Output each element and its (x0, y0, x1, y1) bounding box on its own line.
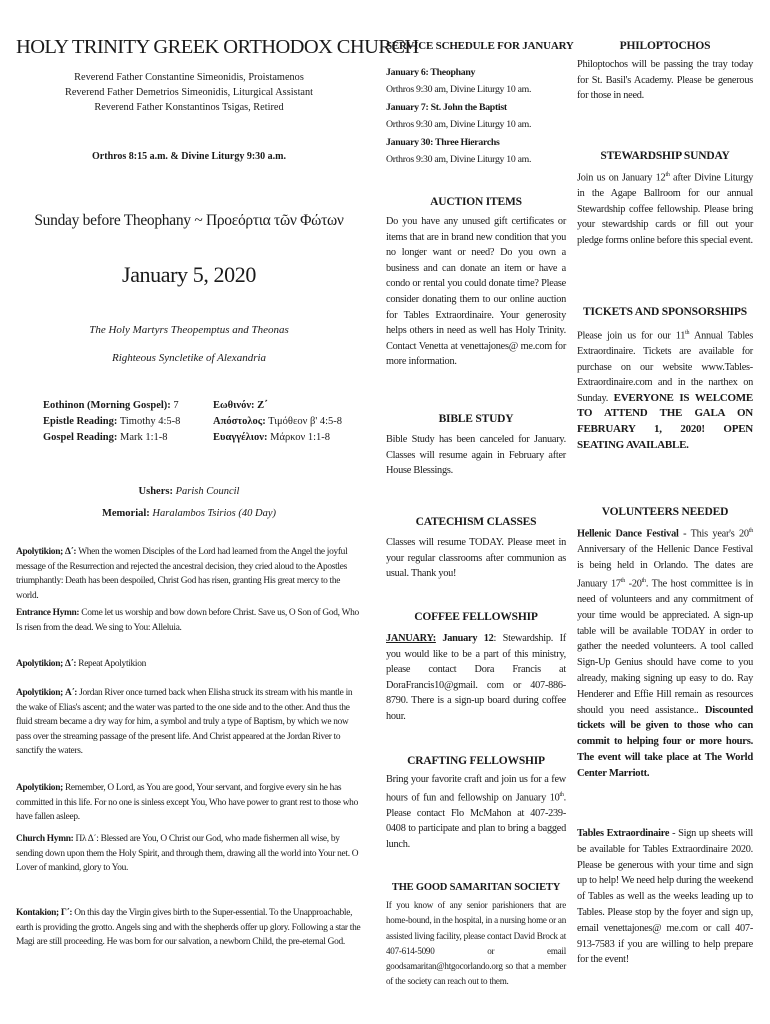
hymn-apolytikion-theophany (16, 686, 362, 759)
schedule-detail: Orthros 9:30 am, Divine Liturgy 10 am. (386, 154, 532, 166)
memorial-value: Haralambos Tsirios (40 Day) (149, 508, 277, 519)
saints-of-day (16, 316, 362, 372)
philoptochos-title: PHILOPTOCHOS (619, 40, 711, 52)
ushers (16, 486, 362, 497)
service-schedule-list (386, 64, 566, 168)
ushers-value: Parish Council (172, 486, 240, 497)
volunteers-tables-text (577, 826, 753, 968)
saint-line: Righteous Syncletike of Alexandria (111, 352, 267, 364)
stewardship-text (577, 168, 753, 248)
stewardship-body-b: after Divine Liturgy in the Agape Ballroom for our annual Stewardship coffee fellowship. Please bring your stewardship cards or fill out your pledge forms online before this special event. (577, 172, 754, 246)
hymn-text: Πλ Δ΄: Blessed are You, O Christ our God, who made fishermen all wise, by sending down upon them the Holy Spirit, and through them, drawing all the world into Your net. O Lover of mankind, glory to You. (16, 834, 359, 874)
memorial-label: Memorial: (101, 508, 150, 519)
coffee-month: JANUARY: (386, 633, 436, 644)
bible-study-title: BIBLE STUDY (438, 413, 514, 425)
hymn-text: Repeat Apolytikion (76, 659, 147, 669)
crafting-body-b: . Please contact Flo McMahon at 407-239-0408 to participate and plan to bring a bagged lunch. (386, 792, 566, 850)
hymn-label: Kontakion; Γ΄: (16, 908, 73, 918)
hymn-apolytikion-resurrection (16, 545, 362, 603)
tickets-title: TICKETS AND SPONSORSHIPS (583, 306, 747, 318)
crafting-text (386, 772, 566, 852)
festival-text-d: . The host committee is in need of volunteers and any commitment of your time would be appreciated. A sign-up table will be available TODAY in order to gather the needed volunteers. A tool called Sign-Up Genius should have come to you already, making signing up easy to do. Ray Henderer and Effie Hill remain as resources should you need assistance.. (577, 578, 753, 716)
festival-bold: Discounted tickets will be given to those who can commit to helping four or more hours. The event will take place at The World Center Marriott. (577, 704, 753, 779)
hymn-text: Jordan River once turned back when Elisha struck its stream with his mantle in the wake of Elias's ascent; and the water was parted to the one side and to the other. And thus the fluid stream became a dry way for him, a symbol and truly a type of Baptism, by which we now pass over the streaming passage of the present life. And Christ appeared at the Jordan River to sanctify the waters. (16, 688, 353, 757)
reading-row-eothinon (43, 398, 363, 414)
gospel-value: Mark 1:1-8 (117, 432, 168, 443)
hymn-text: Come let us worship and bow down before Christ. Save us, O Son of God, Who Is risen from the dead. We sing to You: Alleluia. (16, 608, 359, 633)
tickets-text (577, 326, 753, 453)
hymn-label: Apolytikion; Δ΄: (16, 547, 77, 557)
gospel-greek-value: Μάρκον 1:1-8 (267, 432, 331, 443)
tickets-announcement: EVERYONE IS WELCOME TO ATTEND THE GALA ON FEBRUARY 1, 2020! OPEN SEATING AVAILABLE. (577, 391, 753, 451)
philoptochos-text: Philoptochos will be passing the tray today for St. Basil's Academy. Please be generous for those in need. (577, 59, 753, 102)
eothinon-value: 7 (170, 400, 179, 411)
saint-line: The Holy Martyrs Theopemptus and Theonas (89, 324, 289, 336)
hymn-text: Remember, O Lord, as You are good, Your servant, and forgive every sin he has committed in this life. For no one is sinless except You, Who have power to grant rest to those who have fallen asleep. (16, 783, 358, 823)
hymn-label: Apolytikion; Α΄: (16, 688, 78, 698)
clergy-list (16, 70, 362, 115)
tickets-sup: th (685, 330, 690, 336)
samaritan-title: THE GOOD SAMARITAN SOCIETY (391, 882, 561, 893)
coffee-body: : Stewardship. If you would like to be a part of this ministry, please contact Dora Francis at DoraFrancis10@gmail. com or 407-886-8790. There is a sign-up board during coffee hour. (386, 633, 566, 722)
schedule-detail: Orthros 9:30 am, Divine Liturgy 10 am. (386, 119, 532, 131)
tickets-body-b: Annual Tables Extraordinaire. Tickets are available for purchase on our website www.Tables-Extraordinaire.com and in the narthex on Sunday. (577, 330, 754, 404)
hymn-text: When the women Disciples of the Lord had learned from the Angel the joyful message of the Resurrection and rejected the ancestral decision, they cried aloud to the Apostles triumphantly: Death has been despoiled, Christ God has risen, granting His great mercy to the world. (16, 547, 348, 601)
clergy-line: Reverend Father Demetrios Simeonidis, Liturgical Assistant (64, 87, 314, 98)
hymn-kontakion (16, 906, 362, 950)
service-times: Orthros 8:15 a.m. & Divine Liturgy 9:30 a.m. (92, 151, 286, 162)
tickets-body-a: Please join us for our 11 (577, 330, 686, 342)
stewardship-sup: th (665, 172, 670, 178)
crafting-sup: th (559, 791, 564, 798)
epistle-label: Epistle Reading: (43, 416, 118, 427)
schedule-date: January 7: St. John the Baptist (386, 101, 507, 113)
stewardship-body-a: Join us on January 12 (577, 172, 666, 184)
eothinon-greek: Εωθινόν: Ζ΄ (213, 400, 268, 411)
stewardship-title: STEWARDSHIP SUNDAY (600, 150, 730, 162)
crafting-title: CRAFTING FELLOWSHIP (407, 755, 545, 767)
hymn-label: Apolytikion; (16, 783, 63, 793)
festival-label: Hellenic Dance Festival - (577, 528, 687, 540)
samaritan-text: If you know of any senior parishioners that are home-bound, in the hospital, in a nursing home or an assisted living facility, please contact David Brock at 407-614-5090 or email goodsamaritan@htgocorlando.org so that a member of the society can reach out to them. (386, 900, 566, 987)
service-schedule-title: SERVICE SCHEDULE FOR JANUARY (386, 40, 574, 52)
coffee-title: COFFEE FELLOWSHIP (414, 611, 538, 623)
epistle-greek-value: Τιμόθεον β' 4:5-8 (265, 416, 343, 427)
festival-sup: th (620, 577, 625, 584)
reading-row-epistle (43, 414, 363, 430)
eothinon-label: Eothinon (Morning Gospel): (43, 400, 171, 411)
church-name: HOLY TRINITY GREEK ORTHODOX CHURCH (16, 36, 419, 58)
hymn-apolytikion-memorial (16, 781, 362, 825)
auction-title: AUCTION ITEMS (430, 196, 522, 208)
gospel-greek-label: Ευαγγέλιον: (213, 432, 268, 443)
hymn-label: Apolytikion; Δ΄: (16, 659, 77, 669)
feast-name: Sunday before Theophany ~ Προεόρτια τῶν Φώτων (34, 212, 344, 229)
volunteers-festival-text (577, 524, 753, 782)
volunteers-title: VOLUNTEERS NEEDED (601, 506, 729, 518)
bible-study-text: Bible Study has been canceled for January. Classes will resume again in February after House Blessings. (386, 434, 566, 477)
ushers-label: Ushers: (138, 486, 173, 497)
tables-text: - Sign up sheets will be available for Tables Extraordinaire 2020. Please be generous with your time and sign up to help! We need help during the weekend of Tables as well as the weeks leading up to Tables. Please stop by the foyer and sign up, email venettajones@ me.com or call 407-913-7583 if you are willing to help prepare for the event! (577, 828, 753, 966)
festival-sup: th (641, 577, 646, 584)
schedule-date: January 30: Three Hierarchs (386, 136, 500, 148)
crafting-body-a: Bring your favorite craft and join us for a few hours of fun and fellowship on January 10 (386, 774, 566, 804)
memorial (16, 508, 362, 519)
festival-text-a: This year's 20 (686, 528, 749, 540)
coffee-date: January 12 (435, 633, 494, 644)
reading-row-gospel (43, 430, 363, 446)
hymn-label: Church Hymn: (16, 834, 74, 844)
festival-sup: th (748, 528, 753, 534)
catechism-text: Classes will resume TODAY. Please meet in your regular classrooms after communion as usual. Thank you! (386, 537, 566, 580)
tables-label: Tables Extraordinaire (577, 828, 670, 839)
hymn-apolytikion-repeat (16, 657, 362, 672)
auction-text: Do you have any unused gift certificates or items that are in brand new condition that you no longer want or need? Do you own a business and can donate an item or have a condo or rental you could donate time? Please consider donating them to our online auction for Tables Extraordinaire. Your generosity helps others in need as well has Holy Trinity. Contact Venetta at venettajones@ me.com for more information. (386, 216, 566, 368)
catechism-title: CATECHISM CLASSES (415, 516, 537, 528)
epistle-value: Timothy 4:5-8 (117, 416, 181, 427)
coffee-text (386, 631, 566, 725)
readings-table (43, 398, 363, 446)
hymn-entrance (16, 606, 362, 635)
schedule-detail: Orthros 9:30 am, Divine Liturgy 10 am. (386, 84, 532, 96)
clergy-line: Reverend Father Constantine Simeonidis, Proistamenos (74, 72, 304, 83)
epistle-greek-label: Απόστολος: (213, 416, 266, 427)
gospel-label: Gospel Reading: (43, 432, 118, 443)
festival-text-c: -20 (624, 578, 642, 590)
clergy-line: Reverend Father Konstantinos Tsigas, Retired (94, 102, 284, 113)
hymn-church (16, 832, 362, 876)
schedule-date: January 6: Theophany (386, 67, 476, 78)
hymn-text: On this day the Virgin gives birth to the Super-essential. To the Unapproachable, earth is providing the grotto. Angels sing and with the shepherds offer up glory. Following a star the Magi are still proceeding. He was born for our salvation, a newborn Child, the pre-eternal God. (16, 908, 361, 948)
feast-date: January 5, 2020 (122, 262, 256, 287)
festival-text-b: Anniversary of the Hellenic Dance Festival is being held in Orlando. The dates are January 17 (577, 544, 753, 590)
hymn-label: Entrance Hymn: (16, 608, 80, 618)
